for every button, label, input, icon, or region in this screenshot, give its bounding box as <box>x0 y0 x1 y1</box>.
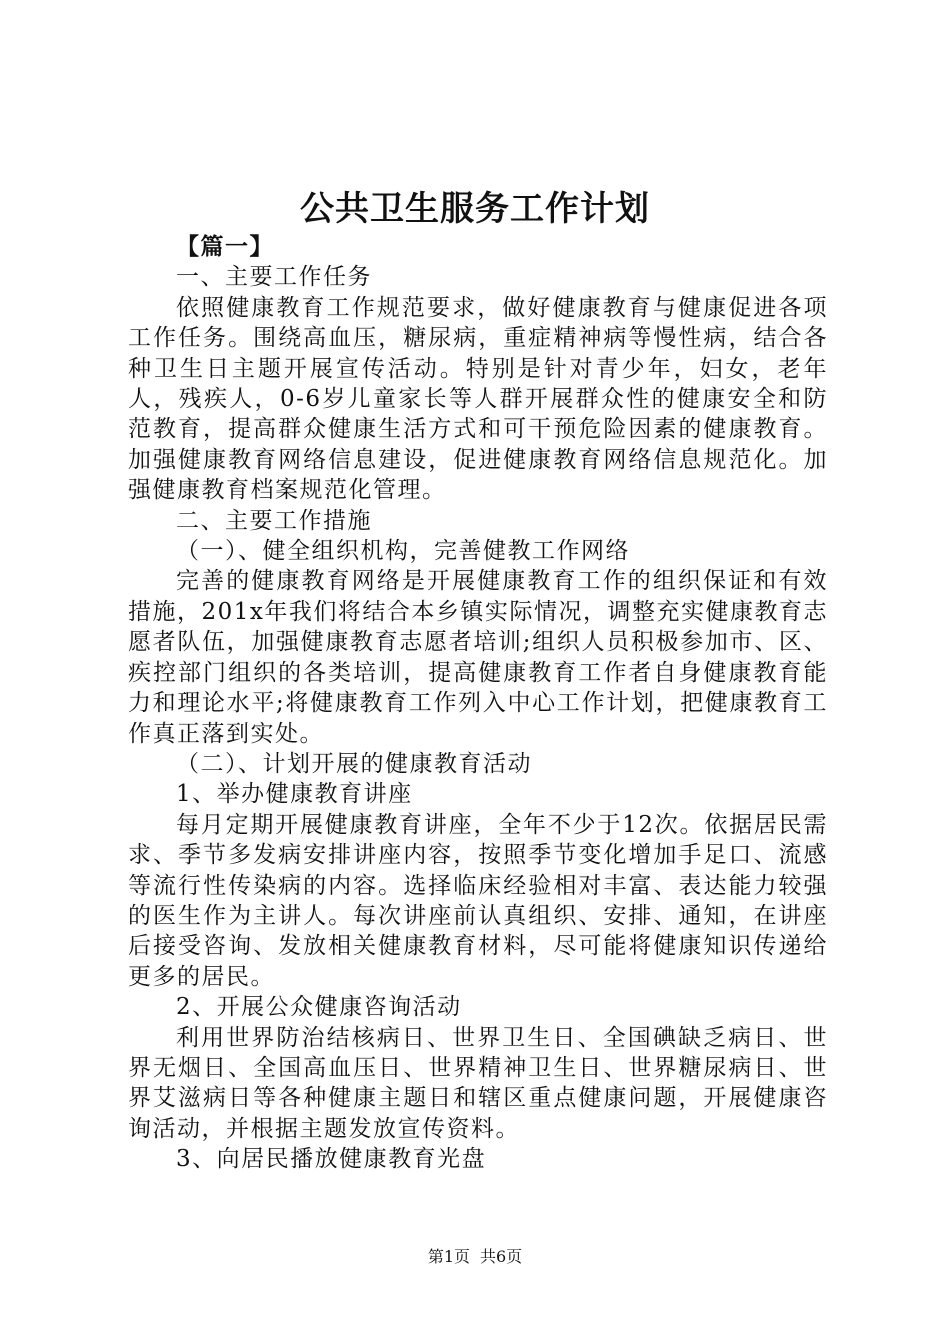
heading-lectures: 1、举办健康教育讲座 <box>176 781 413 808</box>
document-title: 公共卫生服务工作计划 <box>300 189 650 229</box>
page-number: 第1页 <box>427 1247 470 1266</box>
subheading-activities: （二）、计划开展的健康教育活动 <box>176 750 532 777</box>
subheading-organization: （一）、健全组织机构，完善健教工作网络 <box>176 538 630 565</box>
paragraph-main-tasks: 依照健康教育工作规范要求，做好健康教育与健康促进各项工作任务。围绕高血压，糖尿病，重症精神病等慢性病，结合各种卫生日主题开展宣传活动。特别是针对青少年，妇女，老年人，残疾人，0-6岁儿童家长等人群开展群众性的健康安全和防范教育，提高群众健康生活方式和可干预危险因素的健康教育。加强健康教育网络信息建设，促进健康教育网络信息规范化。加强健康教育档案规范化管理。 <box>128 294 828 504</box>
heading-consultation: 2、开展公众健康咨询活动 <box>176 994 462 1021</box>
section-tag: 【篇一】 <box>176 233 274 260</box>
page-total: 共6页 <box>480 1247 523 1266</box>
document-body <box>128 232 828 1175</box>
paragraph-lectures: 每月定期开展健康教育讲座，全年不少于12次。依据居民需求、季节多发病安排讲座内容，按照季节变化增加手足口、流感等流行性传染病的内容。选择临床经验相对丰富、表达能力较强的医生作为主讲人。每次讲座前认真组织、安排、通知，在讲座后接受咨询、发放相关健康教育材料，尽可能将健康知识传递给更多的居民。 <box>128 811 828 990</box>
paragraph-organization: 完善的健康教育网络是开展健康教育工作的组织保证和有效措施，201x年我们将结合本乡镇实际情况，调整充实健康教育志愿者队伍，加强健康教育志愿者培训;组织人员积极参加市、区、疾控部门组织的各类培训，提高健康教育工作者自身健康教育能力和理论水平;将健康教育工作列入中心工作计划，把健康教育工作真正落到实处。 <box>128 568 828 747</box>
page-footer <box>0 1246 950 1268</box>
heading-discs: 3、向居民播放健康教育光盘 <box>176 1146 487 1173</box>
heading-main-tasks: 一、主要工作任务 <box>176 264 372 291</box>
heading-main-measures: 二、主要工作措施 <box>176 507 372 534</box>
paragraph-consultation: 利用世界防治结核病日、世界卫生日、全国碘缺乏病日、世界无烟日、全国高血压日、世界精神卫生日、世界糖尿病日、世界艾滋病日等各种健康主题日和辖区重点健康问题，开展健康咨询活动，并根据主题发放宣传资料。 <box>128 1024 828 1142</box>
